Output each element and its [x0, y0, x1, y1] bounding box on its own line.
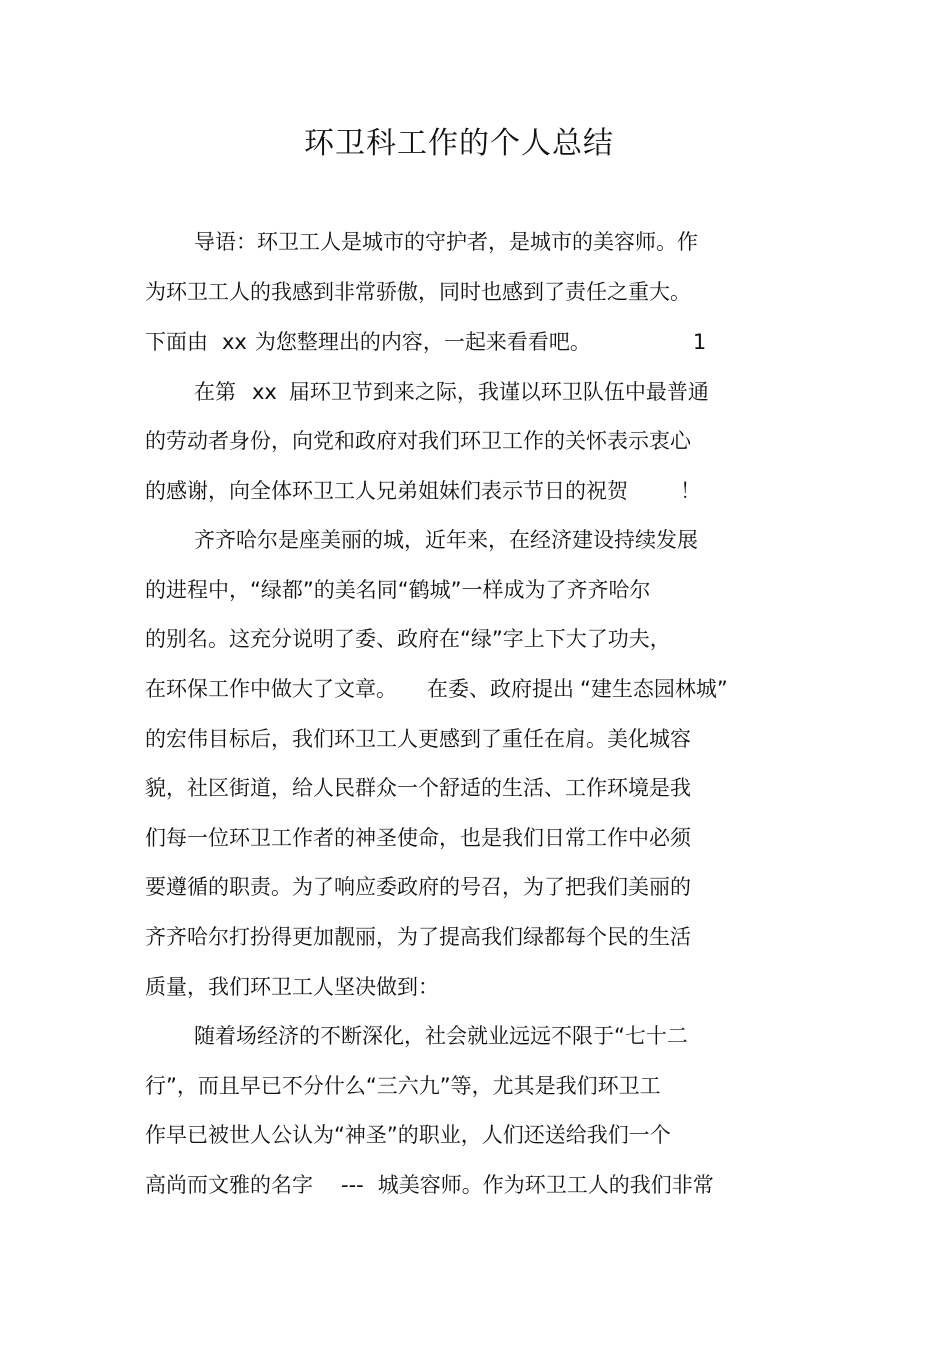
paragraph-line: 的进程中，“绿都”的美名同“鹤城”一样成为了齐齐哈尔	[145, 578, 651, 602]
document-title: 环卫科工作的个人总结	[304, 126, 614, 161]
placeholder-text: xx	[222, 330, 247, 354]
paragraph-line: 质量，我们环卫工人坚决做到：	[145, 975, 439, 999]
paragraph-line: 下面由 xx 为您整理出的内容，一起来看看吧。 1	[145, 330, 707, 354]
paragraph-line: 导语：环卫工人是城市的守护者，是城市的美容师。作	[194, 230, 698, 254]
paragraph-line: 貌，社区街道，给人民群众一个舒适的生活、工作环境是我	[145, 776, 691, 800]
paragraph-line: 的宏伟目标后，我们环卫工人更感到了重任在肩。美化城容	[145, 727, 691, 751]
paragraph-line: 齐齐哈尔是座美丽的城，近年来，在经济建设持续发展	[194, 528, 698, 552]
paragraph-line: 行”，而且早已不分什么“三六九”等，尤其是我们环卫工	[145, 1074, 661, 1098]
paragraph-line: 随着场经济的不断深化，社会就业远远不限于“七十二	[194, 1024, 688, 1048]
paragraph-line: 在环保工作中做大了文章。 在委、政府提出 “建生态园林城”	[145, 677, 728, 701]
paragraph-line: 的别名。这充分说明了委、政府在“绿”字上下大了功夫，	[145, 627, 671, 651]
paragraph-line: 的劳动者身份，向党和政府对我们环卫工作的关怀表示衷心	[145, 429, 691, 453]
paragraph-line: 要遵循的职责。为了响应委政府的号召，为了把我们美丽的	[145, 875, 691, 899]
paragraph-line: 为环卫工人的我感到非常骄傲，同时也感到了责任之重大。	[145, 280, 691, 304]
paragraph-line: 作早已被世人公认为“神圣”的职业，人们还送给我们一个	[145, 1123, 671, 1147]
paragraph-line: 齐齐哈尔打扮得更加靓丽，为了提高我们绿都每个民的生活	[145, 925, 691, 949]
paragraph-line: 高尚而文雅的名字 --- 城美容师。作为环卫工人的我们非常	[145, 1173, 714, 1197]
dash-separator: ---	[341, 1173, 364, 1197]
paragraph-line: 们每一位环卫工作者的神圣使命，也是我们日常工作中必须	[145, 826, 691, 850]
placeholder-text: xx	[252, 380, 277, 404]
paragraph-line: 的感谢，向全体环卫工人兄弟姐妹们表示节日的祝贺 ！	[145, 479, 701, 503]
page-marker: 1	[692, 330, 707, 354]
paragraph-line: 在第 xx 届环卫节到来之际，我谨以环卫队伍中最普通	[194, 380, 709, 404]
